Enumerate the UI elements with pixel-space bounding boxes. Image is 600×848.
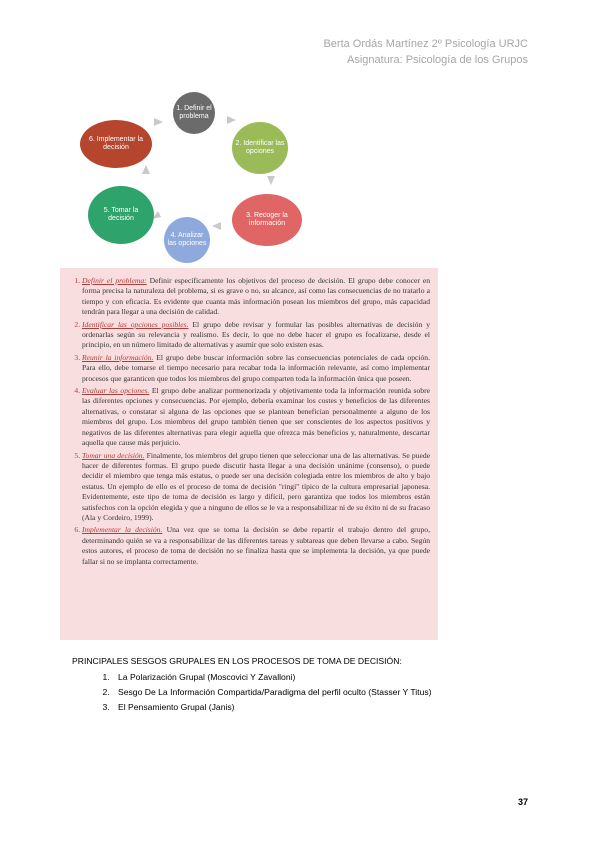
header-author: Berta Ordás Martínez 2º Psicología URJC — [323, 38, 528, 50]
step-term: Definir el problema: — [82, 276, 147, 285]
arrow-2-3 — [267, 176, 275, 185]
step-item — [82, 386, 430, 448]
step-item — [82, 525, 430, 567]
arrow-6-1 — [154, 118, 163, 126]
decision-steps-list — [68, 276, 430, 567]
step-term: Reunir la información. — [82, 352, 154, 362]
header-subject: Asignatura: Psicología de los Grupos — [347, 54, 528, 66]
arrow-1-2 — [227, 116, 236, 124]
node-implement-decision: 6. Implementar la decisión — [80, 120, 152, 168]
decision-cycle-diagram — [60, 80, 420, 270]
arrow-3-4 — [212, 222, 221, 230]
step-text: El grupo debe revisar y formular las posibles alternativas de decisión y ordenarlas según su relevancia y realismo. Es decir, lo que no debe hacer el grupo es focalizarse, desde el principio, en un número limitado de alternativas y asumir que solo existen esas. — [82, 319, 430, 350]
decision-steps-box — [60, 268, 438, 640]
step-text: El grupo debe buscar información sobre las consecuencias potenciales de cada opción. Para ello, debe tomarse el tiempo necesario para recabar toda la información relevante, así como implementar procesos que garanticen que todos los miembros del grupo comparten toda la información única que poseen. — [82, 352, 430, 383]
biases-list — [72, 672, 552, 712]
step-term: Tomar una decisión. — [82, 450, 145, 460]
step-item — [82, 276, 430, 318]
step-text: Finalmente, los miembros del grupo tienen que seleccionar una de las alternativas. Se puede hacer de diferentes formas. El grupo puede discutir hasta llegar a una decisión unánime (consenso), o puede decidir el miembro que tenga más estatus, o puede ser una decisión colegiada entre los miembros de alto y bajo estatus. Un ejemplo de ello es el proceso de toma de decisión "ringi" típico de la cultura empresarial japonesa. Evidentemente, este tipo de toma de decisión es largo y difícil, pero garantiza que todos los miembros están satisfechos con la opción elegida y que a ninguno de ellos se le va a responsabilizar ni de su éxito ni de su fracaso (Ala y Cordeiro, 1999). — [82, 450, 430, 522]
node-gather-information: 3. Recoger la información — [232, 194, 302, 246]
node-make-decision: 5. Tomar la decisión — [88, 186, 154, 244]
step-text: Una vez que se toma la decisión se debe repartir el trabajo dentro del grupo, determinando quién se va a responsabilizar de las diferentes tareas y subtareas que deben llevarse a cabo. Según estos autores, el proceso de toma de decisión no se finaliza hasta que se implementa la decisión, ya que puede fallar si no se implanta correctamente. — [82, 525, 430, 566]
step-text: Definir específicamente los objetivos del proceso de decisión. El grupo debe conocer en forma precisa la naturaleza del problema, si es grave o no, su alcance, así como las consecuencias de no tratarlo a tiempo y con eficacia. Es evidente que cuanta más información posean los miembros del grupo, más capacidad tendrán para llegar a una decisión de calidad. — [82, 276, 430, 317]
page-header — [323, 36, 528, 68]
step-term: Evaluar las opciones. — [82, 386, 150, 396]
step-item — [82, 353, 430, 384]
arrow-5-6 — [142, 165, 150, 174]
bias-item: 3. El Pensamiento Grupal (Janis) — [112, 702, 552, 712]
page-number: 37 — [517, 797, 528, 807]
bias-item: 1. La Polarización Grupal (Moscovici Y Zavalloni) — [112, 672, 552, 682]
node-define-problem: 1. Definir el problema — [173, 92, 215, 134]
step-item — [82, 451, 430, 524]
step-item — [82, 320, 430, 351]
node-analyze-options: 4. Analizar las opciones — [164, 217, 210, 263]
step-term: Implementar la decisión. — [82, 525, 163, 535]
node-identify-options: 2. Identificar las opciones — [232, 122, 288, 174]
step-text: El grupo debe analizar pormenorizada y objetivamente toda la información reunida sobre las diferentes opciones y consecuencias. Por ejemplo, debería examinar los costes y beneficios de las diferentes alternativas, o constatar si alguna de las opciones que se plantean benefician personalmente a alguno de los miembros del grupo. Los miembros del grupo también tienen que ser conscientes de los aspectos positivos y negativos de las diferentes alternativas para elegir aquella que ofrezca más beneficios y, naturalmente, descartar aquella que cause más perjuicio. — [82, 386, 430, 448]
group-biases-section — [72, 656, 552, 717]
step-term: Identificar las opciones posibles. — [82, 319, 189, 329]
section-title: PRINCIPALES SESGOS GRUPALES EN LOS PROCESOS DE TOMA DE DECISIÓN: — [72, 656, 402, 666]
bias-item: 2. Sesgo De La Información Compartida/Paradigma del perfil oculto (Stasser Y Titus) — [112, 687, 552, 697]
